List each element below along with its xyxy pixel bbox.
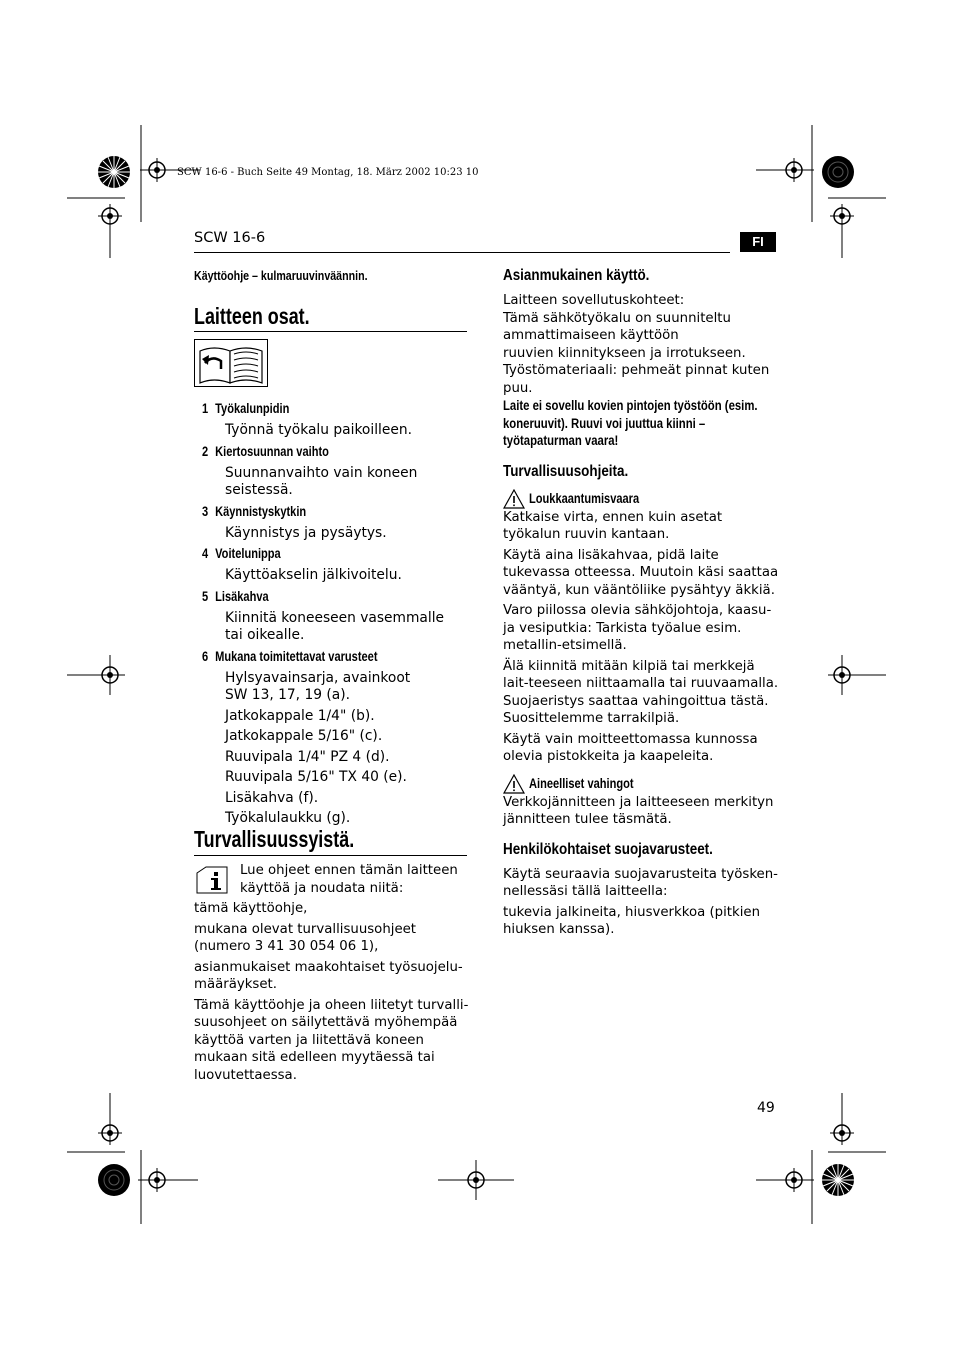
injury-label: Loukkaantumisvaara: [529, 490, 640, 506]
heading-rule: [194, 331, 467, 332]
paragraph: Käytä vain moitteettomassa kunnossa olevia pistokkeita ja kaapeleita.: [503, 731, 758, 764]
safety-body: [194, 900, 469, 1084]
book-icon: [194, 339, 268, 387]
registration-mark-icon: [830, 204, 854, 228]
header-rule: [194, 252, 730, 253]
parts-list: [202, 400, 472, 828]
info-icon: [196, 866, 228, 894]
registration-mark-icon: [782, 158, 806, 182]
paragraph: Käytä aina lisäkahvaa, pidä laite tukevassa otteessa. Muutoin käsi saattaa vääntyä, kun vääntöliike pysähtyy äkkiä.: [503, 547, 779, 598]
info-text: Lue ohjeet ennen tämän laitteen käyttöä ja noudata niitä:: [240, 863, 458, 896]
paragraph: tukevia jalkineita, hiusverkkoa (pitkien hiuksen kanssa).: [503, 904, 761, 937]
injury-warning: [503, 489, 779, 509]
paragraph: mukana olevat turvallisuusohjeet (numero 3 41 30 054 06 1),: [194, 921, 417, 954]
registration-mark-icon: [830, 663, 854, 687]
ppe-heading: Henkilökohtaiset suojavarusteet.: [503, 840, 713, 858]
paragraph: Katkaise virta, ennen kuin asetat työkalun ruuvin kantaan.: [503, 509, 723, 542]
model-header: SCW 16-6: [194, 230, 266, 246]
paragraph: asianmukaiset maakohtaiset työsuojelu-määräykset.: [194, 959, 463, 992]
registration-mark-icon: [830, 1121, 854, 1145]
paragraph: Älä kiinnitä mitään kilpiä tai merkkejä lait-teeseen niittaamalla tai ruuvaamalla. Suojaeristys saattaa vahingoittua tästä. Suosittelemme tarrakilpiä.: [503, 658, 779, 726]
paragraph: Käytä seuraavia suojavarusteita työsken-nellessäsi tällä laitteella:: [503, 866, 778, 899]
right-column: [503, 266, 779, 939]
registration-mark-icon: [145, 158, 169, 182]
list-item: 5 Lisäkahva Kiinnitä koneeseen vasemmalle tai oikealle.: [202, 588, 445, 643]
page-number: 49: [757, 1100, 775, 1116]
color-wheel-mark: [98, 156, 130, 188]
color-wheel-mark: [98, 1164, 130, 1196]
warning-triangle-icon: [503, 489, 525, 509]
safety-instructions-heading: Turvallisuusohjeita.: [503, 462, 629, 480]
registration-mark-icon: [782, 1168, 806, 1192]
list-item: 3 Käynnistyskytkin Käynnistys ja pysäytys.: [202, 503, 387, 541]
damage-paragraphs: [503, 794, 779, 829]
use-heading: Asianmukainen käyttö.: [503, 267, 650, 284]
registration-mark-icon: [98, 663, 122, 687]
paragraph: ruuvien kiinnitykseen ja irrotukseen.: [503, 345, 746, 361]
paragraph: Työstömateriaali: pehmeät pinnat kuten puu.: [503, 363, 770, 396]
print-info-line: SCW 16-6 - Buch Seite 49 Montag, 18. März 2002 10:23 10: [177, 167, 479, 178]
paragraph: tämä käyttöohje,: [194, 901, 308, 916]
use-text: [503, 292, 779, 397]
safety-heading: Turvallisuussyistä.: [194, 826, 355, 852]
paragraph: Tämä sähkötyökalu on suunniteltu ammattimaiseen käyttöön: [503, 310, 731, 343]
paragraph: Varo piilossa olevia sähköjohtoja, kaasu- ja vesiputkia: Tarkista työalue esim. metallin-etsimellä.: [503, 603, 772, 653]
damage-warning: [503, 774, 779, 794]
paragraph: Tämä käyttöohje ja oheen liitetyt turvalli-suusohjeet on säilytettävä myöhempää käyttöä varten ja liitettävä koneen mukaan sitä edelleen myytäessä tai luovutettaessa.: [194, 997, 469, 1083]
registration-mark-icon: [464, 1168, 488, 1192]
list-item: 4 Voitelunippa Käyttöakselin jälkivoitelu.: [202, 546, 402, 583]
injury-paragraphs: [503, 509, 779, 766]
color-wheel-mark: [822, 156, 854, 188]
color-wheel-mark: [822, 1164, 854, 1196]
paragraph: Laitteen sovellutuskohteet:: [503, 293, 685, 308]
warning-triangle-icon: [503, 774, 525, 794]
use-warning: Laite ei sovellu kovien pintojen työstöön (esim. koneruuvit). Ruuvi voi juuttua kiinni – työtapaturman vaara!: [503, 398, 758, 448]
language-badge: FI: [740, 232, 776, 252]
list-item: 6 Mukana toimitettavat varusteet Hylsyavainsarja, avainkoot SW 13, 17, 19 (a). Jatkokappale 1/4" (b). Jatkokappale 5/16" (c). Ruuvipala 1/4" PZ 4 (d). Ruuvipala 5/16" TX 40 (e). Lisäkahva (f). Työkalulaukku (g).: [202, 648, 411, 826]
list-item: 2 Kiertosuunnan vaihto Suunnanvaihto vain koneen seistessä.: [202, 443, 418, 498]
ppe-paragraphs: [503, 866, 779, 939]
parts-heading: Laitteen osat.: [194, 303, 310, 329]
list-item: 1 Työkalunpidin Työnnä työkalu paikoilleen.: [202, 401, 412, 438]
registration-mark-icon: [145, 1168, 169, 1192]
heading-rule: [194, 855, 467, 856]
registration-mark-icon: [98, 1121, 122, 1145]
damage-label: Aineelliset vahingot: [529, 775, 634, 791]
paragraph: Verkkojännitteen ja laitteeseen merkityn jännitteen tulee täsmätä.: [503, 794, 774, 827]
registration-mark-icon: [98, 204, 122, 228]
document-subtitle: Käyttöohje – kulmaruuvinväännin.: [194, 268, 368, 283]
